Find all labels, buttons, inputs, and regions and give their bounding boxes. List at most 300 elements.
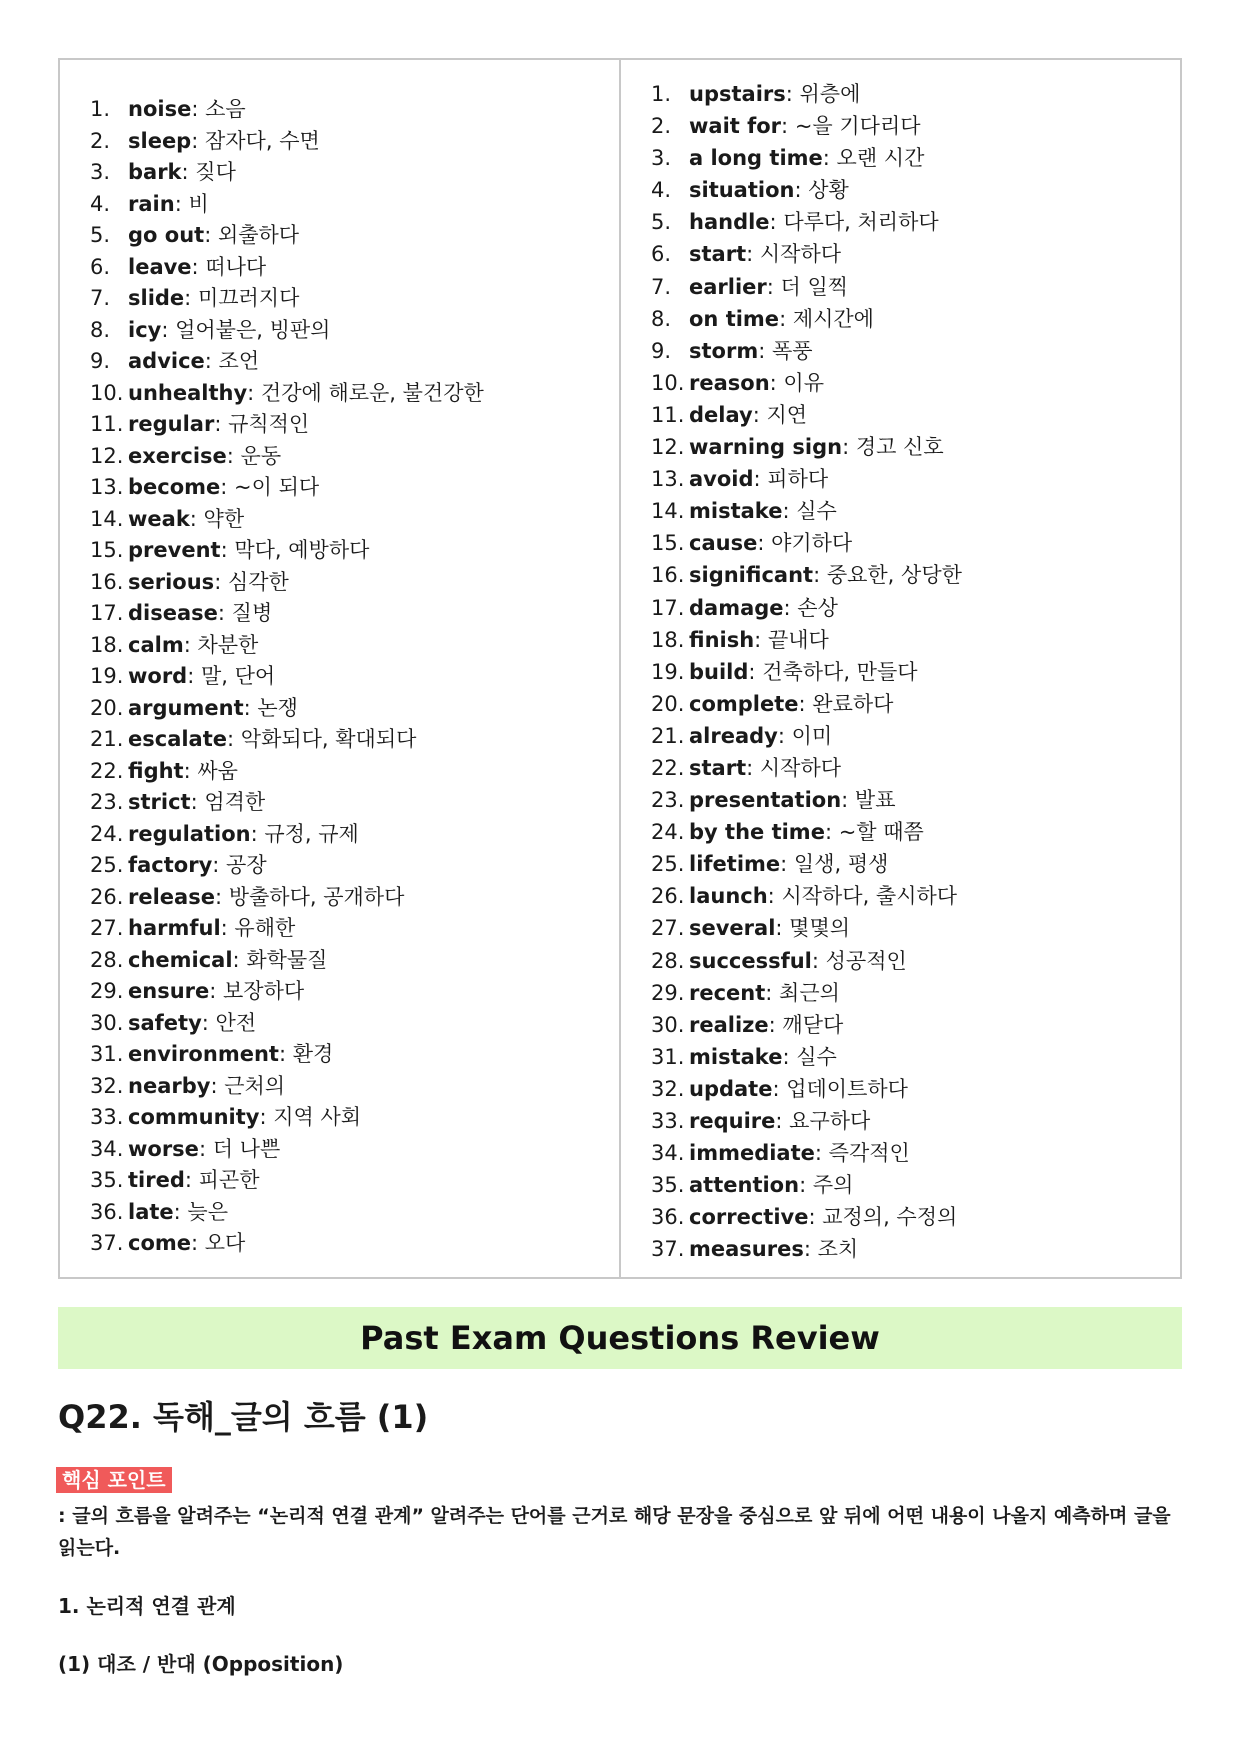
vocab-number: 15. — [90, 538, 124, 562]
vocab-meaning: 제시간에 — [792, 306, 874, 331]
vocab-item — [90, 346, 484, 378]
vocab-separator: : — [813, 563, 827, 588]
vocab-item — [651, 624, 962, 656]
vocab-separator: : — [210, 1073, 225, 1098]
vocab-entry — [128, 535, 369, 567]
vocab-term: strict — [128, 790, 191, 814]
vocab-term: wait for — [689, 114, 782, 139]
vocab-item — [651, 784, 962, 816]
vocab-entry — [128, 661, 275, 693]
vocab-separator: : — [767, 884, 782, 909]
vocab-item — [651, 463, 962, 495]
vocab-meaning: 깨닫다 — [782, 1012, 844, 1037]
vocab-separator: : — [183, 632, 198, 657]
vocab-term: attention — [689, 1173, 800, 1198]
vocab-number: 32. — [90, 1073, 124, 1098]
vocab-item — [90, 409, 484, 441]
vocab-term: significant — [689, 563, 814, 588]
vocab-meaning: 즉각적인 — [828, 1141, 910, 1166]
vocab-term: safety — [128, 1010, 202, 1035]
vocab-term: prevent — [128, 538, 221, 562]
vocab-meaning: 실수 — [796, 1044, 837, 1069]
vocab-entry — [689, 206, 939, 238]
vocab-number: 28. — [90, 947, 124, 972]
vocab-entry — [128, 94, 246, 126]
vocab-separator: : — [777, 723, 792, 748]
vocab-number: 21. — [651, 723, 685, 748]
vocab-meaning: 안전 — [215, 1010, 257, 1035]
vocab-number: 19. — [90, 664, 124, 688]
vocab-meaning: 업데이트하다 — [786, 1076, 908, 1101]
vocab-number: 32. — [651, 1076, 685, 1101]
vocab-entry — [689, 1201, 957, 1233]
vocab-term: go out — [128, 223, 205, 247]
vocab-separator: : — [173, 1199, 188, 1224]
vocab-separator: : — [803, 1237, 818, 1262]
vocab-number: 19. — [651, 659, 685, 684]
vocab-number: 3. — [90, 160, 111, 184]
vocab-separator: : — [184, 286, 198, 310]
vocab-term: several — [689, 916, 776, 941]
vocab-number: 5. — [90, 223, 111, 247]
vocab-entry — [128, 283, 299, 315]
vocab-meaning: 피하다 — [767, 467, 829, 492]
vocab-number: 10. — [90, 380, 124, 405]
vocab-entry — [689, 399, 807, 431]
vocab-item — [651, 1009, 962, 1041]
vocab-meaning: 지역 사회 — [273, 1105, 362, 1129]
vocab-meaning: 규정, 규제 — [264, 821, 359, 846]
vocab-number: 27. — [90, 916, 124, 940]
vocab-item — [90, 189, 484, 221]
vocab-item — [90, 1134, 484, 1166]
vocab-number: 24. — [90, 821, 124, 846]
vocab-term: mistake — [689, 499, 783, 524]
vocab-number: 33. — [651, 1109, 685, 1133]
vocab-item — [90, 724, 484, 756]
vocab-term: calm — [128, 632, 184, 657]
vocab-separator: : — [259, 1105, 274, 1129]
vocab-meaning: 악화되다, 확대되다 — [240, 727, 417, 751]
vocab-number: 13. — [90, 475, 124, 499]
vocab-item — [651, 559, 962, 591]
vocab-meaning: 공장 — [226, 853, 267, 877]
vocab-separator: : — [232, 947, 247, 972]
vocab-separator: : — [220, 538, 235, 562]
vocab-entry — [689, 174, 849, 206]
vocab-term: argument — [128, 695, 244, 720]
vocab-term: presentation — [689, 788, 842, 813]
vocab-meaning: 약한 — [203, 506, 245, 531]
vocab-number: 14. — [651, 499, 685, 524]
vocab-item — [90, 567, 484, 599]
vocab-item — [651, 335, 962, 367]
vocab-number: 13. — [651, 467, 685, 492]
vocab-meaning: 비 — [188, 191, 209, 216]
vocab-item — [90, 441, 484, 473]
vocab-meaning: 차분한 — [197, 632, 259, 657]
vocab-term: earlier — [689, 274, 767, 299]
vocab-number: 21. — [90, 727, 124, 751]
vocab-term: immediate — [689, 1141, 815, 1166]
vocab-entry — [128, 819, 359, 851]
vocab-separator: : — [220, 475, 235, 499]
vocab-item — [90, 1008, 484, 1040]
vocab-separator: : — [822, 146, 837, 171]
vocab-meaning: 화학물질 — [246, 947, 328, 972]
vocab-meaning: 보장하다 — [223, 979, 305, 1003]
vocab-term: cause — [689, 531, 758, 556]
vocab-term: chemical — [128, 947, 233, 972]
vocab-item — [90, 283, 484, 315]
vocab-number: 37. — [651, 1237, 685, 1262]
vocab-item — [651, 206, 962, 238]
vocab-meaning: 소음 — [205, 97, 246, 121]
vocab-separator: : — [782, 1044, 797, 1069]
vocab-entry — [128, 787, 265, 819]
vocab-number: 16. — [90, 569, 124, 594]
vocab-separator: : — [758, 338, 772, 363]
vocab-term: on time — [689, 306, 780, 331]
vocab-number: 26. — [651, 884, 685, 909]
vocab-separator: : — [278, 1042, 293, 1066]
vocab-item — [90, 220, 484, 252]
vocab-entry — [689, 1105, 870, 1137]
section-heading: 1. 논리적 연결 관계 — [58, 1594, 236, 1618]
vocab-number: 22. — [90, 758, 124, 783]
vocab-separator: : — [187, 664, 201, 688]
vocab-number: 6. — [651, 242, 672, 267]
vocab-entry — [128, 1071, 285, 1103]
vocab-entry — [689, 945, 907, 977]
vocab-meaning: ~을 기다리다 — [794, 114, 921, 139]
vocab-entry — [689, 367, 824, 399]
vocab-number: 28. — [651, 948, 685, 973]
vocab-separator: : — [201, 1010, 216, 1035]
vocab-entry — [689, 78, 860, 110]
vocab-number: 15. — [651, 531, 685, 556]
vocab-entry — [689, 271, 848, 303]
vocab-meaning: 실수 — [796, 499, 837, 524]
vocab-number: 34. — [651, 1141, 685, 1166]
vocab-separator: : — [783, 595, 798, 620]
vocab-entry — [689, 1041, 837, 1073]
vocab-separator: : — [209, 979, 224, 1003]
vocab-item — [651, 1041, 962, 1073]
vocab-meaning: 외출하다 — [217, 223, 300, 247]
vocab-entry — [128, 945, 327, 977]
vocab-item — [651, 592, 962, 624]
vocab-number: 29. — [651, 980, 685, 1005]
vocab-separator: : — [191, 97, 206, 121]
vocab-term: corrective — [689, 1205, 809, 1230]
vocab-meaning: 더 일찍 — [780, 274, 849, 299]
vocab-separator: : — [754, 627, 768, 652]
vocab-separator: : — [220, 916, 235, 940]
vocab-item — [90, 157, 484, 189]
vocab-number: 3. — [651, 146, 672, 171]
vocab-entry — [128, 1134, 280, 1166]
vocab-meaning: 몇몇의 — [789, 916, 851, 941]
vocab-entry — [128, 1165, 260, 1197]
vocab-term: recent — [689, 980, 766, 1005]
vocab-meaning: 시작하다 — [759, 755, 842, 780]
vocab-meaning: 질병 — [231, 601, 273, 625]
vocab-item — [651, 1233, 962, 1265]
vocab-list-right — [651, 78, 962, 1265]
vocab-item — [90, 94, 484, 126]
vocab-entry — [689, 977, 840, 1009]
vocab-term: damage — [689, 595, 784, 620]
vocab-separator: : — [799, 1173, 813, 1198]
vocab-term: release — [128, 884, 215, 909]
vocab-separator: : — [841, 788, 855, 813]
vocab-meaning: 성공적인 — [825, 948, 907, 973]
vocab-entry — [689, 142, 924, 174]
vocab-meaning: 완료하다 — [812, 691, 894, 716]
vocab-entry — [128, 126, 320, 158]
vocab-number: 1. — [90, 97, 111, 121]
vocab-entry — [128, 724, 416, 756]
vocab-item — [651, 110, 962, 142]
vocab-number: 8. — [651, 306, 672, 331]
vocab-separator: : — [772, 1076, 787, 1101]
section-banner: Past Exam Questions Review — [58, 1307, 1182, 1369]
vocab-entry — [128, 882, 404, 914]
vocab-item — [651, 945, 962, 977]
vocab-number: 18. — [90, 632, 124, 657]
vocab-term: leave — [128, 254, 192, 279]
vocab-separator: : — [214, 412, 229, 436]
vocab-number: 23. — [651, 788, 685, 813]
vocab-number: 2. — [651, 114, 672, 139]
vocab-meaning: 조언 — [218, 349, 260, 373]
vocab-number: 6. — [90, 254, 111, 279]
vocab-term: regulation — [128, 821, 251, 846]
vocab-term: icy — [128, 317, 162, 342]
vocab-meaning: 더 나쁜 — [212, 1136, 281, 1161]
vocab-entry — [689, 624, 829, 656]
vocab-term: bark — [128, 160, 182, 184]
vocab-item — [651, 977, 962, 1009]
vocab-separator: : — [212, 853, 227, 877]
vocab-meaning: 오다 — [204, 1231, 246, 1255]
vocab-separator: : — [748, 659, 763, 684]
vocab-entry — [689, 238, 841, 270]
vocab-term: ensure — [128, 979, 210, 1003]
vocab-number: 9. — [90, 349, 111, 373]
vocab-term: late — [128, 1199, 174, 1224]
vocab-item — [651, 399, 962, 431]
vocab-term: regular — [128, 412, 215, 436]
vocab-term: a long time — [689, 146, 823, 171]
vocab-separator: : — [765, 980, 780, 1005]
vocab-term: tired — [128, 1168, 185, 1192]
vocab-number: 7. — [651, 274, 672, 299]
vocab-item — [90, 535, 484, 567]
vocab-entry — [689, 656, 918, 688]
vocab-meaning: 다루다, 처리하다 — [783, 210, 939, 235]
vocab-term: start — [689, 755, 747, 780]
vocab-term: successful — [689, 948, 812, 973]
vocab-term: build — [689, 659, 749, 684]
vocab-separator: : — [824, 820, 839, 845]
vocab-entry — [689, 1009, 843, 1041]
vocab-separator: : — [785, 82, 800, 106]
vocab-separator: : — [247, 380, 261, 405]
vocab-number: 22. — [651, 755, 685, 780]
vocab-meaning: 오랜 시간 — [836, 146, 925, 171]
vocab-item — [651, 174, 962, 206]
vocab-separator: : — [217, 601, 232, 625]
vocab-meaning: 지연 — [766, 402, 808, 427]
vocab-separator: : — [768, 1012, 783, 1037]
vocab-separator: : — [746, 755, 760, 780]
vocab-term: community — [128, 1105, 260, 1129]
vocab-term: disease — [128, 601, 218, 625]
key-point-description: : 글의 흐름을 알려주는 “논리적 연결 관계” 알려주는 단어를 근거로 해당 문장을 중심으로 앞 뒤에 어떤 내용이 나올지 예측하며 글을 읽는다. — [58, 1505, 1171, 1559]
vocab-separator: : — [753, 467, 768, 492]
vocab-separator: : — [198, 1136, 213, 1161]
vocab-meaning: 위층에 — [799, 82, 861, 106]
vocab-number: 8. — [90, 317, 111, 342]
vocab-item — [90, 472, 484, 504]
vocab-number: 18. — [651, 627, 685, 652]
vocab-list-left — [90, 94, 484, 1260]
vocab-separator: : — [794, 178, 809, 203]
vocab-term: exercise — [128, 443, 227, 468]
vocab-term: warning sign — [689, 435, 843, 460]
vocab-separator: : — [174, 191, 189, 216]
vocab-term: nearby — [128, 1073, 211, 1098]
vocab-meaning: 싸움 — [197, 758, 238, 783]
vocab-term: advice — [128, 349, 205, 373]
vocab-entry — [128, 346, 259, 378]
vocab-separator: : — [780, 852, 794, 877]
vocab-separator: : — [757, 531, 772, 556]
vocab-entry — [128, 378, 484, 410]
vocab-meaning: 환경 — [292, 1042, 334, 1066]
vocab-meaning: 조치 — [817, 1237, 859, 1262]
vocab-separator: : — [226, 443, 241, 468]
vocab-separator: : — [243, 695, 258, 720]
vocab-term: word — [128, 664, 188, 688]
vocab-entry — [689, 752, 841, 784]
vocab-term: serious — [128, 569, 215, 594]
vocab-meaning: 막다, 예방하다 — [234, 538, 370, 562]
vocab-entry — [689, 431, 944, 463]
vocab-meaning: 야기하다 — [771, 531, 853, 556]
vocab-entry — [128, 1228, 245, 1260]
vocab-meaning: 중요한, 상당한 — [826, 563, 962, 588]
vocab-meaning: 건강에 해로운, 불건강한 — [260, 380, 484, 405]
vocab-entry — [128, 315, 330, 347]
vocab-separator: : — [746, 242, 760, 267]
vocab-term: come — [128, 1231, 191, 1255]
vocab-item — [651, 495, 962, 527]
vocab-separator: : — [214, 884, 229, 909]
vocab-number: 31. — [90, 1042, 124, 1066]
vocab-meaning: 발표 — [854, 788, 896, 813]
vocab-entry — [128, 252, 266, 284]
vocab-term: realize — [689, 1012, 769, 1037]
vocab-number: 25. — [651, 852, 685, 877]
vocab-entry — [689, 1233, 858, 1265]
vocab-separator: : — [191, 128, 205, 153]
vocab-meaning: 얼어붙은, 빙판의 — [175, 317, 331, 342]
vocab-separator: : — [769, 370, 784, 395]
vocab-separator: : — [161, 317, 176, 342]
vocab-meaning: 일생, 평생 — [793, 852, 889, 877]
vocab-meaning: 유해한 — [234, 916, 296, 940]
vocab-entry — [128, 1039, 333, 1071]
vocab-separator: : — [184, 1168, 199, 1192]
vocab-item — [651, 78, 962, 110]
vocab-separator: : — [842, 435, 856, 460]
vocab-meaning: 끝내다 — [767, 627, 829, 652]
vocab-entry — [689, 527, 852, 559]
vocab-entry — [128, 1197, 228, 1229]
vocab-item — [90, 1228, 484, 1260]
vocab-entry — [128, 756, 238, 788]
vocab-separator: : — [798, 691, 813, 716]
vocab-entry — [128, 441, 281, 473]
vocab-meaning: 상황 — [808, 178, 849, 203]
vocab-number: 10. — [651, 370, 685, 395]
vocab-meaning: 손상 — [797, 595, 838, 620]
vocab-item — [90, 850, 484, 882]
vocab-number: 20. — [651, 691, 685, 716]
vocab-item — [651, 1105, 962, 1137]
vocab-term: handle — [689, 210, 770, 235]
vocab-meaning: 말, 단어 — [200, 664, 276, 688]
vocab-number: 30. — [651, 1012, 685, 1037]
vocab-term: lifetime — [689, 852, 781, 877]
vocab-number: 35. — [90, 1168, 124, 1192]
vocab-entry — [689, 592, 838, 624]
vocab-separator: : — [811, 948, 826, 973]
vocab-meaning: 이미 — [791, 723, 833, 748]
vocab-column-left — [60, 60, 621, 1277]
vocab-number: 16. — [651, 563, 685, 588]
vocab-number: 36. — [651, 1205, 685, 1230]
vocab-item — [651, 431, 962, 463]
vocab-separator: : — [766, 274, 781, 299]
vocab-separator: : — [204, 223, 218, 247]
vocab-item — [651, 720, 962, 752]
vocab-number: 34. — [90, 1136, 124, 1161]
vocab-term: storm — [689, 338, 759, 363]
question-title: Q22. 독해_글의 흐름 (1) — [58, 1398, 429, 1436]
vocab-meaning: 건축하다, 만들다 — [762, 659, 918, 684]
vocab-entry — [128, 504, 244, 536]
vocab-item — [90, 252, 484, 284]
vocab-item — [90, 661, 484, 693]
vocab-entry — [689, 1137, 910, 1169]
vocab-term: mistake — [689, 1044, 783, 1069]
vocab-entry — [689, 495, 837, 527]
sub-heading: (1) 대조 / 반대 (Opposition) — [58, 1652, 344, 1676]
vocab-term: worse — [128, 1136, 199, 1161]
vocab-item — [90, 504, 484, 536]
vocab-entry — [128, 472, 319, 504]
vocab-item — [651, 367, 962, 399]
vocab-meaning: 근처의 — [224, 1073, 286, 1098]
vocab-number: 37. — [90, 1231, 124, 1255]
vocab-entry — [128, 1102, 361, 1134]
vocab-separator: : — [189, 506, 204, 531]
vocab-item — [90, 819, 484, 851]
